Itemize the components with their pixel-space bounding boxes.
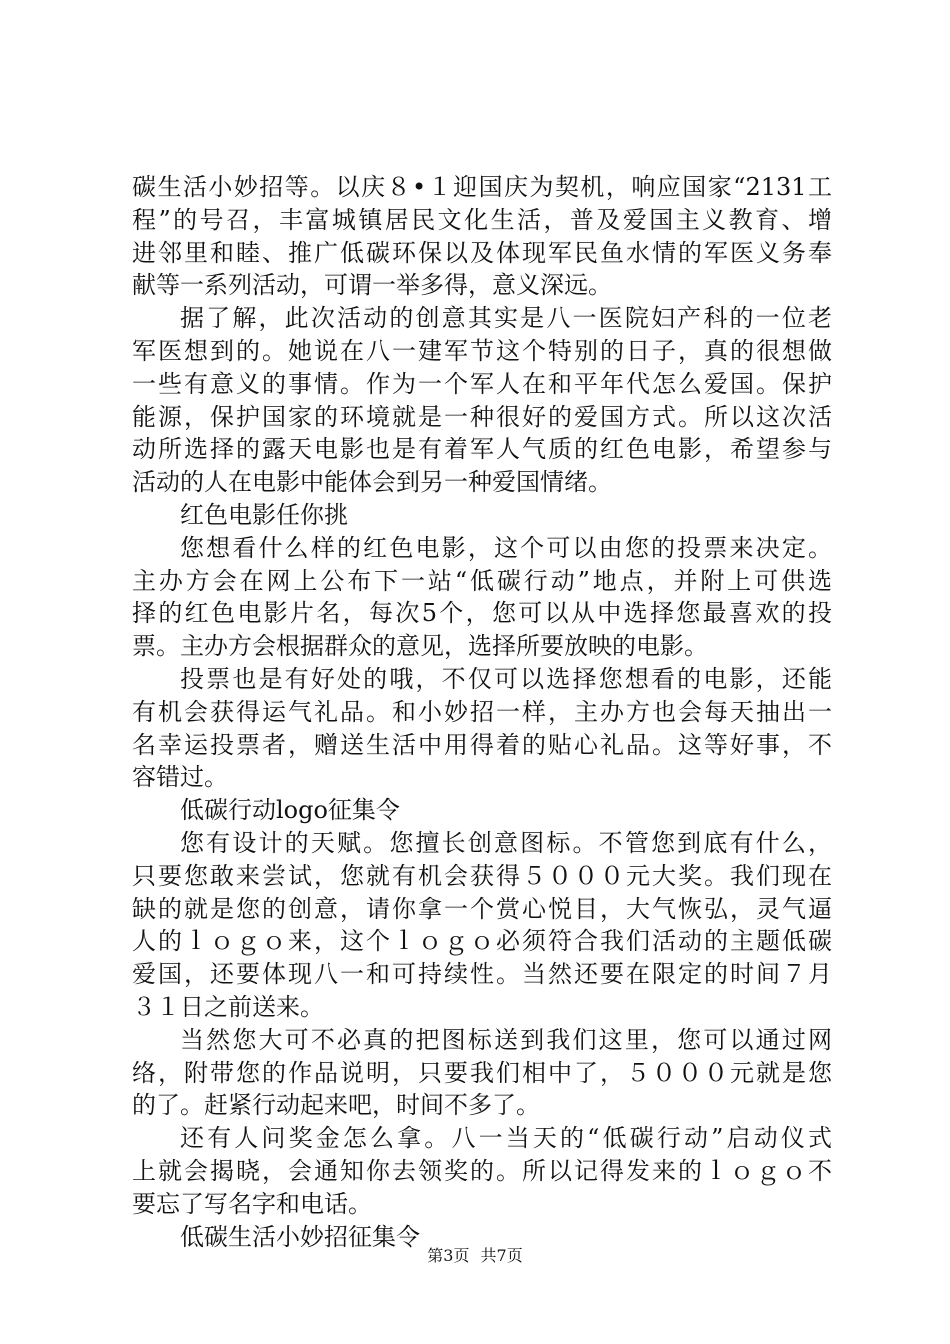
text-line: 只要您敢来尝试，您就有机会获得５０００元大奖。我们现在: [132, 861, 832, 890]
text-line: 要忘了写名字和电话。: [132, 1189, 372, 1218]
text-line: 动所选择的露天电影也是有着军人气质的红色电影，希望参与: [132, 435, 832, 464]
text-line: 的了。赶紧行动起来吧，时间不多了。: [132, 1091, 540, 1120]
text-line: 能源，保护国家的环境就是一种很好的爱国方式。所以这次活: [132, 402, 832, 431]
text-line: 有机会获得运气礼品。和小妙招一样，主办方也会每天抽出一: [132, 697, 832, 726]
page-footer: [0, 1245, 950, 1267]
page-total: 共7页: [480, 1246, 523, 1265]
text-line: 活动的人在电影中能体会到另一种爱国情绪。: [132, 468, 612, 497]
text-line: 您有设计的天赋。您擅长创意图标。不管您到底有什么，: [180, 828, 832, 857]
text-line: 当然您大可不必真的把图标送到我们这里，您可以通过网: [180, 1025, 832, 1054]
text-line: 低碳行动logo征集令: [180, 796, 400, 825]
text-line: 军医想到的。她说在八一建军节这个特别的日子，真的很想做: [132, 336, 832, 365]
text-line: 献等一系列活动，可谓一举多得，意义深远。: [132, 271, 612, 300]
text-line: ３１日之前送来。: [132, 992, 324, 1021]
text-line: 择的红色电影片名，每次5个，您可以从中选择您最喜欢的投: [132, 599, 832, 628]
text-line: 容错过。: [132, 763, 228, 792]
text-line: 络，附带您的作品说明，只要我们相中了，５０００元就是您: [132, 1058, 832, 1087]
text-line: 名幸运投票者，赠送生活中用得着的贴心礼品。这等好事，不: [132, 730, 832, 759]
text-line: 人的ｌｏｇｏ来，这个ｌｏｇｏ必须符合我们活动的主题低碳: [132, 927, 832, 956]
document-body: [132, 171, 832, 1253]
text-line: 碳生活小妙招等。以庆８•１迎国庆为契机，响应国家“2131工: [132, 173, 832, 201]
text-line: 红色电影任你挑: [180, 500, 348, 529]
text-line: 低碳生活小妙招征集令: [180, 1222, 420, 1251]
text-line: 上就会揭晓，会通知你去领奖的。所以记得发来的ｌｏｇｏ不: [132, 1156, 832, 1185]
text-line: 还有人问奖金怎么拿。八一当天的“低碳行动”启动仪式: [180, 1124, 832, 1153]
text-line: 据了解，此次活动的创意其实是八一医院妇产科的一位老: [180, 304, 832, 333]
text-line: 爱国，还要体现八一和可持续性。当然还要在限定的时间７月: [132, 960, 832, 989]
text-line: 您想看什么样的红色电影，这个可以由您的投票来决定。: [180, 533, 832, 562]
text-line: 投票也是有好处的哦，不仅可以选择您想看的电影，还能: [180, 664, 832, 693]
text-line: 进邻里和睦、推广低碳环保以及体现军民鱼水情的军医义务奉: [132, 238, 832, 267]
text-line: 缺的就是您的创意，请你拿一个赏心悦目，大气恢弘，灵气逼: [132, 894, 832, 923]
text-line: 主办方会在网上公布下一站“低碳行动”地点，并附上可供选: [132, 566, 832, 595]
text-line: 程”的号召，丰富城镇居民文化生活，普及爱国主义教育、增: [132, 205, 832, 234]
text-line: 票。主办方会根据群众的意见，选择所要放映的电影。: [132, 632, 708, 661]
text-line: 一些有意义的事情。作为一个军人在和平年代怎么爱国。保护: [132, 369, 832, 398]
page-number: 第3页: [427, 1246, 470, 1265]
